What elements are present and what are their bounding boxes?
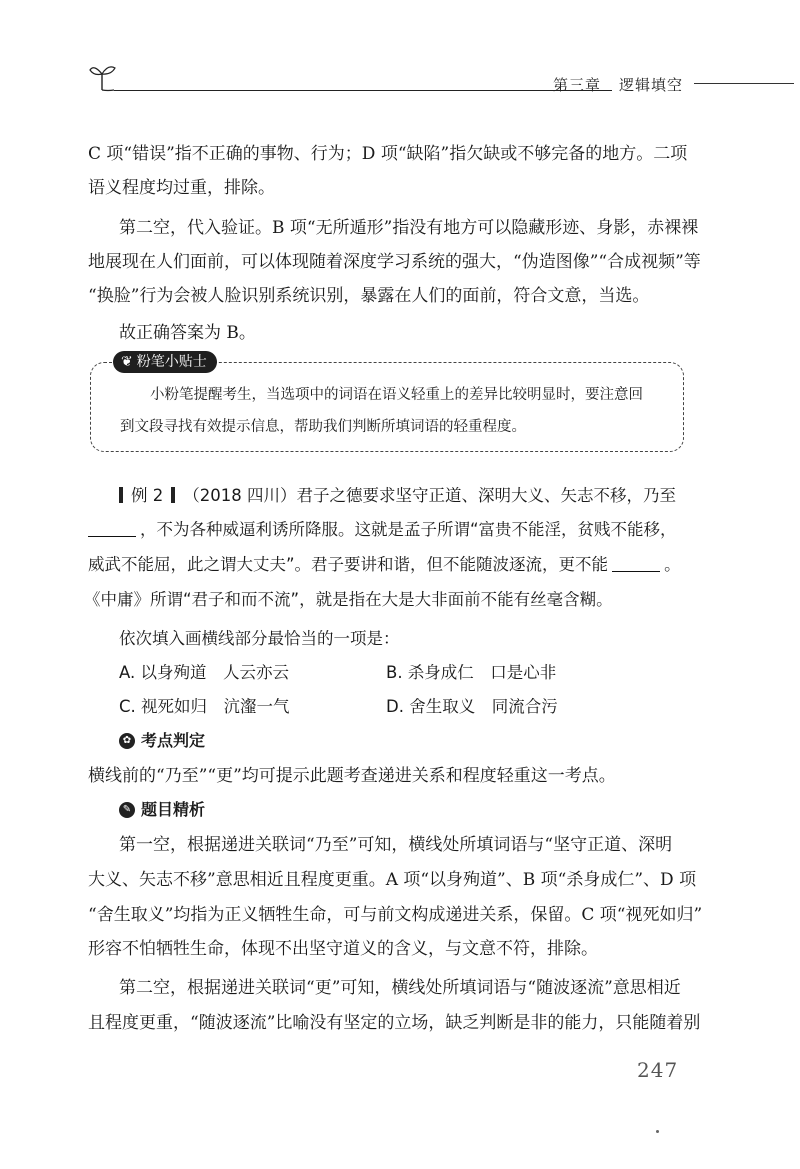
paragraph-line: 第一空，根据递进关联词“乃至”可知，横线处所填词语与“坚守正道、深明 [119,835,673,855]
paragraph-line: 地展现在人们面前，可以体现随着深度学习系统的强大，“伪造图像”“合成视频”等 [88,252,701,272]
page-header [88,60,800,96]
example-source: （2018 四川）君子之德要求坚守正道、深明大义、矢志不移，乃至 [183,486,676,505]
page-number: 247 [637,1058,679,1082]
question-prompt: 依次填入画横线部分最恰当的一项是： [119,629,400,648]
paragraph-line: 大义、矢志不移”意思相近且程度更重。A 项“以身殉道”、B 项“杀身成仁”、D 项 [88,870,697,890]
paragraph-line: 且程度更重，“随波逐流”比喻没有坚定的立场，缺乏判断是非的能力，只能随着别 [88,1013,701,1033]
paragraph-line: 横线前的“乃至”“更”均可提示此题考查递进关系和程度轻重这一考点。 [88,766,616,786]
example-text: ，不为各种威逼利诱所降服。这就是孟子所谓“富贵不能淫，贫贱不能移， [140,520,677,539]
paragraph-line: 语义程度均过重，排除。 [88,178,275,198]
answer-line: 故正确答案为 B。 [119,323,256,343]
paragraph-line: 第二空，代入验证。B 项“无所遁形”指没有地方可以隐藏形迹、身影，赤裸裸 [119,218,699,238]
example-text: 威武不能屈，此之谓大丈夫”。君子要讲和谐，但不能随波逐流，更不能 [88,555,609,574]
chapter-title [553,74,683,95]
paragraph-line: 第二空，根据递进关联词“更”可知，横线处所填词语与“随波逐流”意思相近 [119,978,681,998]
example-text: 。 [664,555,681,574]
paragraph-line: “舍生取义”均指为正义牺牲生命，可与前文构成递进关系，保留。C 项“视死如归” [88,905,703,925]
example-line: 《中庸》所谓“君子和而不流”，就是指在大是大非面前不能有丝毫含糊。 [84,590,613,609]
header-rule-right [694,83,794,84]
example-line [88,513,688,547]
option-c: C. 视死如归 沆瀣一气 [119,697,290,716]
example-label: 例 2 [131,486,164,505]
sprout-icon: ❦ [121,354,133,370]
section-title: 题目精析 [141,800,206,819]
scan-dot [656,1130,659,1133]
target-icon: ✿ [119,733,135,749]
tip-badge [113,351,217,373]
example-line [88,548,688,582]
tip-text-line: 到文段寻找有效提示信息，帮助我们判断所填词语的轻重程度。 [120,419,526,435]
example-marker [119,487,123,503]
tip-badge-label: 粉笔小贴士 [136,354,207,370]
example-intro [119,479,719,513]
example-marker [171,487,175,503]
tip-text-line: 小粉笔提醒考生，当选项中的词语在语义轻重上的差异比较明显时，要注意回 [150,387,643,403]
paragraph-line: 形容不怕牺牲生命，体现不出坚守道义的含义，与文意不符，排除。 [88,939,598,959]
paragraph-line: C 项“错误”指不正确的事物、行为；D 项“缺陷”指欠缺或不够完备的地方。二项 [88,144,688,164]
sprout-icon [88,60,118,94]
option-b: B. 杀身成仁 口是心非 [386,663,557,682]
answer-blank [88,520,136,537]
section-title: 逻辑填空 [619,76,684,94]
paragraph-line: “换脸”行为会被人脸识别系统识别，暴露在人们的面前，符合文意，当选。 [88,286,650,306]
section-title: 考点判定 [141,731,206,750]
option-a: A. 以身殉道 人云亦云 [119,663,289,682]
analysis-icon: ✎ [119,802,135,818]
option-d: D. 舍生取义 同流合污 [386,697,558,716]
header-rule [114,90,612,91]
answer-blank [612,555,660,572]
chapter-number: 第三章 [553,76,602,94]
